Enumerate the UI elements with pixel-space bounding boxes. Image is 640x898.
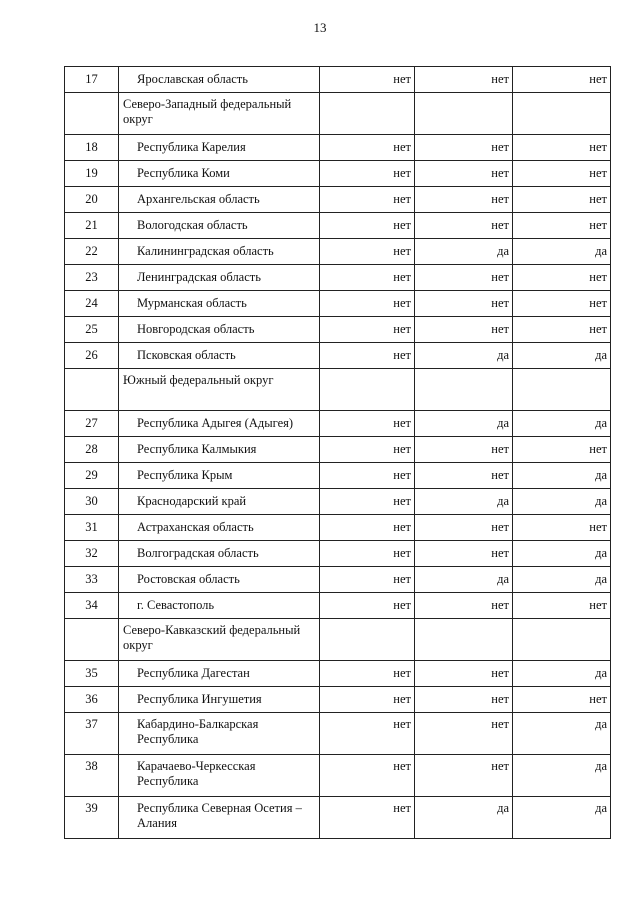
- row-number: 30: [65, 489, 119, 515]
- table-row: [65, 755, 611, 797]
- region-name: Республика Калмыкия: [119, 437, 320, 463]
- value-cell-1: нет: [320, 797, 415, 839]
- row-number: 33: [65, 567, 119, 593]
- value-cell-2: да: [415, 239, 513, 265]
- row-number-cell: [65, 619, 119, 661]
- value-cell-1: нет: [320, 67, 415, 93]
- value-cell-1: нет: [320, 135, 415, 161]
- row-number: 24: [65, 291, 119, 317]
- value-cell-3: да: [513, 541, 611, 567]
- region-name: Волгоградская область: [119, 541, 320, 567]
- value-cell-3: нет: [513, 437, 611, 463]
- region-name: Псковская область: [119, 343, 320, 369]
- okrug-name: Южный федеральный округ: [119, 369, 320, 411]
- region-name: Астраханская область: [119, 515, 320, 541]
- table-row: [65, 239, 611, 265]
- value-cell: [513, 93, 611, 135]
- value-cell-2: нет: [415, 755, 513, 797]
- value-cell-1: нет: [320, 755, 415, 797]
- value-cell-2: нет: [415, 265, 513, 291]
- value-cell: [513, 619, 611, 661]
- region-name: Республика Дагестан: [119, 661, 320, 687]
- value-cell-1: нет: [320, 343, 415, 369]
- value-cell-3: нет: [513, 67, 611, 93]
- value-cell-3: да: [513, 755, 611, 797]
- value-cell-2: нет: [415, 135, 513, 161]
- value-cell-3: нет: [513, 135, 611, 161]
- okrug-header-row: [65, 93, 611, 135]
- value-cell-2: нет: [415, 291, 513, 317]
- row-number: 38: [65, 755, 119, 797]
- row-number: 23: [65, 265, 119, 291]
- value-cell-1: нет: [320, 567, 415, 593]
- value-cell-2: да: [415, 797, 513, 839]
- value-cell-1: нет: [320, 463, 415, 489]
- table-row: [65, 161, 611, 187]
- row-number: 19: [65, 161, 119, 187]
- value-cell-2: нет: [415, 687, 513, 713]
- value-cell-3: да: [513, 797, 611, 839]
- region-name: Республика Крым: [119, 463, 320, 489]
- table-row: [65, 541, 611, 567]
- value-cell-2: нет: [415, 463, 513, 489]
- value-cell-2: да: [415, 411, 513, 437]
- region-name: Ростовская область: [119, 567, 320, 593]
- region-name: Республика Коми: [119, 161, 320, 187]
- value-cell-1: нет: [320, 437, 415, 463]
- region-name: г. Севастополь: [119, 593, 320, 619]
- row-number: 31: [65, 515, 119, 541]
- table-row: [65, 343, 611, 369]
- value-cell-2: да: [415, 567, 513, 593]
- table-row: [65, 265, 611, 291]
- value-cell: [415, 619, 513, 661]
- value-cell-2: нет: [415, 67, 513, 93]
- table-row: [65, 411, 611, 437]
- region-name: Ярославская область: [119, 67, 320, 93]
- table-row: [65, 489, 611, 515]
- value-cell-3: да: [513, 713, 611, 755]
- row-number: 28: [65, 437, 119, 463]
- value-cell-1: нет: [320, 541, 415, 567]
- value-cell-1: нет: [320, 661, 415, 687]
- row-number: 36: [65, 687, 119, 713]
- table-row: [65, 687, 611, 713]
- row-number-cell: [65, 93, 119, 135]
- value-cell: [415, 93, 513, 135]
- value-cell-1: нет: [320, 713, 415, 755]
- region-name: Карачаево-Черкесская Республика: [119, 755, 320, 797]
- table-row: [65, 213, 611, 239]
- value-cell-2: нет: [415, 213, 513, 239]
- row-number: 21: [65, 213, 119, 239]
- value-cell-1: нет: [320, 161, 415, 187]
- regions-table-body: [65, 67, 611, 839]
- value-cell-1: нет: [320, 187, 415, 213]
- table-row: [65, 317, 611, 343]
- row-number: 37: [65, 713, 119, 755]
- table-row: [65, 291, 611, 317]
- value-cell-3: нет: [513, 213, 611, 239]
- value-cell-3: да: [513, 343, 611, 369]
- value-cell-3: нет: [513, 593, 611, 619]
- value-cell-1: нет: [320, 239, 415, 265]
- row-number: 17: [65, 67, 119, 93]
- table-row: [65, 463, 611, 489]
- region-name: Вологодская область: [119, 213, 320, 239]
- value-cell-3: да: [513, 463, 611, 489]
- region-name: Республика Адыгея (Адыгея): [119, 411, 320, 437]
- table-row: [65, 593, 611, 619]
- okrug-name: Северо-Кавказский федеральный округ: [119, 619, 320, 661]
- row-number: 20: [65, 187, 119, 213]
- value-cell-3: да: [513, 661, 611, 687]
- value-cell-2: нет: [415, 541, 513, 567]
- value-cell: [513, 369, 611, 411]
- row-number: 34: [65, 593, 119, 619]
- value-cell-1: нет: [320, 317, 415, 343]
- value-cell-1: нет: [320, 411, 415, 437]
- table-row: [65, 437, 611, 463]
- value-cell-2: нет: [415, 437, 513, 463]
- table-row: [65, 661, 611, 687]
- region-name: Ленинградская область: [119, 265, 320, 291]
- table-row: [65, 797, 611, 839]
- value-cell-3: нет: [513, 161, 611, 187]
- value-cell-3: нет: [513, 187, 611, 213]
- row-number: 39: [65, 797, 119, 839]
- region-name: Республика Северная Осетия – Алания: [119, 797, 320, 839]
- value-cell-3: да: [513, 411, 611, 437]
- value-cell-2: нет: [415, 713, 513, 755]
- row-number: 35: [65, 661, 119, 687]
- value-cell-1: нет: [320, 291, 415, 317]
- value-cell-1: нет: [320, 515, 415, 541]
- okrug-name: Северо-Западный федеральный округ: [119, 93, 320, 135]
- value-cell-2: нет: [415, 161, 513, 187]
- region-name: Республика Карелия: [119, 135, 320, 161]
- value-cell-3: нет: [513, 515, 611, 541]
- row-number: 27: [65, 411, 119, 437]
- row-number-cell: [65, 369, 119, 411]
- table-row: [65, 515, 611, 541]
- table-row: [65, 713, 611, 755]
- region-name: Республика Ингушетия: [119, 687, 320, 713]
- value-cell: [320, 93, 415, 135]
- value-cell-3: да: [513, 239, 611, 265]
- region-name: Новгородская область: [119, 317, 320, 343]
- value-cell: [320, 619, 415, 661]
- value-cell-2: нет: [415, 515, 513, 541]
- value-cell-2: нет: [415, 593, 513, 619]
- okrug-header-row: [65, 369, 611, 411]
- value-cell-2: нет: [415, 317, 513, 343]
- value-cell: [415, 369, 513, 411]
- value-cell-3: нет: [513, 317, 611, 343]
- table-row: [65, 187, 611, 213]
- value-cell-3: да: [513, 489, 611, 515]
- region-name: Краснодарский край: [119, 489, 320, 515]
- value-cell-1: нет: [320, 213, 415, 239]
- regions-table: [64, 66, 611, 839]
- okrug-header-row: [65, 619, 611, 661]
- table-row: [65, 135, 611, 161]
- value-cell-1: нет: [320, 489, 415, 515]
- row-number: 29: [65, 463, 119, 489]
- row-number: 26: [65, 343, 119, 369]
- value-cell-2: нет: [415, 187, 513, 213]
- page-number: 13: [313, 20, 327, 35]
- region-name: Калининградская область: [119, 239, 320, 265]
- value-cell-2: да: [415, 343, 513, 369]
- region-name: Мурманская область: [119, 291, 320, 317]
- value-cell-1: нет: [320, 687, 415, 713]
- table-row: [65, 67, 611, 93]
- table-row: [65, 567, 611, 593]
- value-cell-2: нет: [415, 661, 513, 687]
- value-cell-3: нет: [513, 687, 611, 713]
- value-cell-3: нет: [513, 291, 611, 317]
- region-name: Кабардино-Балкарская Республика: [119, 713, 320, 755]
- row-number: 25: [65, 317, 119, 343]
- value-cell-2: да: [415, 489, 513, 515]
- row-number: 22: [65, 239, 119, 265]
- value-cell-1: нет: [320, 265, 415, 291]
- value-cell-1: нет: [320, 593, 415, 619]
- row-number: 32: [65, 541, 119, 567]
- value-cell: [320, 369, 415, 411]
- row-number: 18: [65, 135, 119, 161]
- value-cell-3: да: [513, 567, 611, 593]
- value-cell-3: нет: [513, 265, 611, 291]
- region-name: Архангельская область: [119, 187, 320, 213]
